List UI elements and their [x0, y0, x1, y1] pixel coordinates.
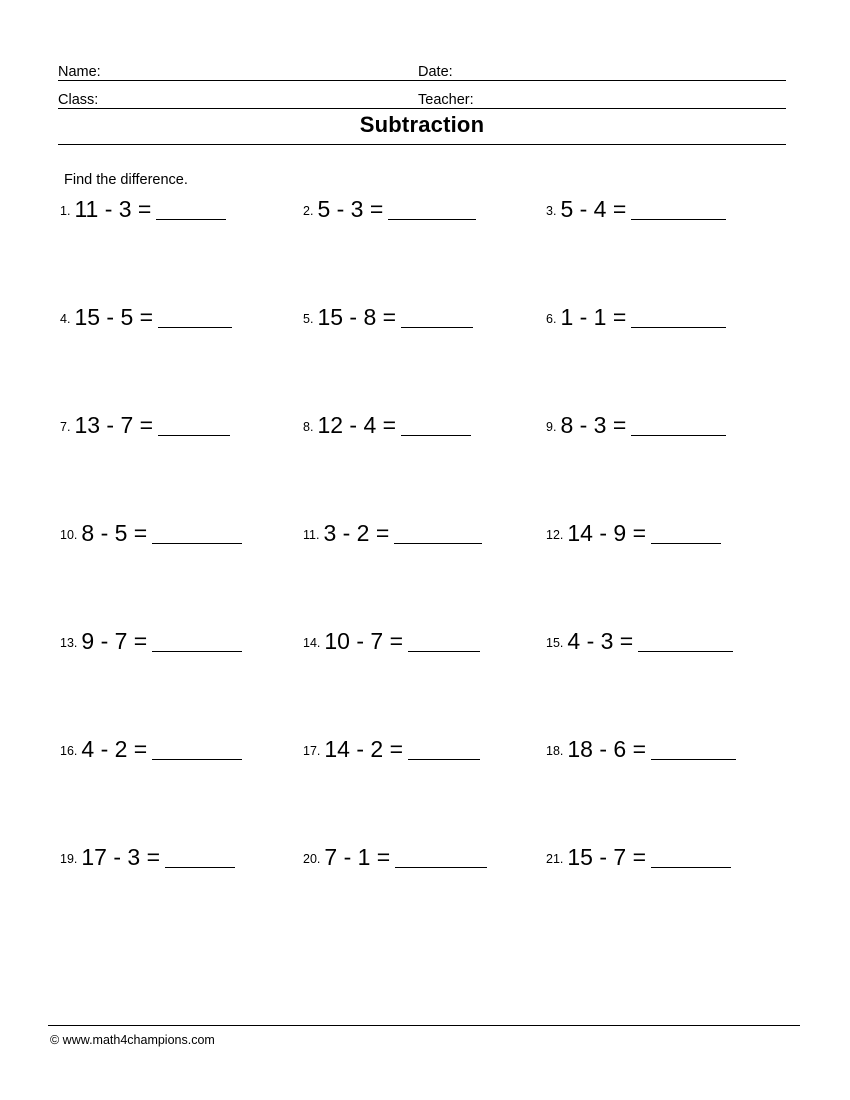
- problem-number: 12.: [546, 528, 564, 542]
- answer-blank[interactable]: [651, 739, 736, 760]
- problem-expression: [81, 628, 242, 654]
- problem-row: [60, 736, 790, 844]
- problem-expression-text: 11 - 3 =: [74, 196, 152, 222]
- answer-blank[interactable]: [408, 739, 480, 760]
- problem-expression-text: 15 - 7 =: [567, 844, 647, 870]
- problem-number: 7.: [60, 420, 71, 434]
- problem-expression-text: 17 - 3 =: [81, 844, 161, 870]
- problem-expression-text: 4 - 2 =: [81, 736, 148, 762]
- problem-cell: [303, 412, 546, 520]
- answer-blank[interactable]: [394, 523, 482, 544]
- problem-number: 5.: [303, 312, 314, 326]
- problem-expression-text: 3 - 2 =: [323, 520, 390, 546]
- problem-cell: [60, 628, 303, 736]
- problem-expression-text: 5 - 3 =: [317, 196, 384, 222]
- problem-expression: [323, 520, 482, 546]
- answer-blank[interactable]: [651, 523, 721, 544]
- problem-expression: [560, 412, 726, 438]
- problem-expression-text: 1 - 1 =: [560, 304, 627, 330]
- student-info-header: [58, 58, 786, 114]
- answer-blank[interactable]: [408, 631, 480, 652]
- problem-expression: [317, 196, 476, 222]
- answer-blank[interactable]: [638, 631, 733, 652]
- class-teacher-row: [58, 86, 786, 109]
- problem-cell: [546, 736, 789, 844]
- problem-number: 19.: [60, 852, 78, 866]
- date-field-group[interactable]: [418, 65, 786, 80]
- problem-cell: [546, 412, 789, 520]
- problem-number: 3.: [546, 204, 557, 218]
- problem-cell: [546, 304, 789, 412]
- problem-row: [60, 412, 790, 520]
- answer-blank[interactable]: [631, 199, 726, 220]
- problem-expression: [567, 844, 731, 870]
- problem-expression-text: 14 - 2 =: [324, 736, 404, 762]
- problem-cell: [546, 628, 789, 736]
- problem-expression: [317, 412, 471, 438]
- problem-expression: [560, 196, 726, 222]
- problem-cell: [60, 304, 303, 412]
- problem-expression: [74, 196, 226, 222]
- answer-blank[interactable]: [152, 739, 242, 760]
- problem-expression-text: 14 - 9 =: [567, 520, 647, 546]
- problem-number: 18.: [546, 744, 564, 758]
- problem-expression-text: 15 - 8 =: [317, 304, 397, 330]
- name-date-row: [58, 58, 786, 81]
- date-label: Date:: [418, 64, 453, 80]
- problem-number: 10.: [60, 528, 78, 542]
- footer-copyright: © www.math4champions.com: [50, 1033, 215, 1047]
- answer-blank[interactable]: [401, 415, 471, 436]
- problem-cell: [303, 628, 546, 736]
- problem-cell: [303, 304, 546, 412]
- problem-expression-text: 5 - 4 =: [560, 196, 627, 222]
- problem-number: 9.: [546, 420, 557, 434]
- problem-number: 11.: [303, 528, 320, 542]
- problem-expression: [81, 844, 235, 870]
- problem-expression: [324, 844, 487, 870]
- problem-expression: [324, 736, 480, 762]
- problem-number: 16.: [60, 744, 78, 758]
- problem-expression: [81, 520, 242, 546]
- name-field-group[interactable]: [58, 65, 418, 80]
- problem-number: 8.: [303, 420, 314, 434]
- problem-row: [60, 844, 790, 952]
- problem-cell: [546, 844, 789, 952]
- answer-blank[interactable]: [152, 631, 242, 652]
- name-label: Name:: [58, 64, 101, 80]
- problem-cell: [303, 736, 546, 844]
- problem-expression-text: 13 - 7 =: [74, 412, 154, 438]
- answer-blank[interactable]: [651, 847, 731, 868]
- page-title: Subtraction: [359, 112, 485, 137]
- teacher-field-group[interactable]: [418, 93, 786, 108]
- problem-row: [60, 520, 790, 628]
- problem-row: [60, 196, 790, 304]
- problem-expression: [81, 736, 242, 762]
- problem-number: 4.: [60, 312, 71, 326]
- problem-expression-text: 18 - 6 =: [567, 736, 647, 762]
- problem-expression: [560, 304, 726, 330]
- problem-cell: [60, 412, 303, 520]
- problem-number: 17.: [303, 744, 321, 758]
- problem-number: 20.: [303, 852, 321, 866]
- problem-cell: [60, 844, 303, 952]
- problem-expression: [74, 304, 232, 330]
- problem-cell: [60, 520, 303, 628]
- problem-expression-text: 8 - 3 =: [560, 412, 627, 438]
- problem-row: [60, 628, 790, 736]
- class-label: Class:: [58, 92, 99, 108]
- problem-number: 2.: [303, 204, 314, 218]
- problem-cell: [303, 196, 546, 304]
- problem-number: 6.: [546, 312, 557, 326]
- answer-blank[interactable]: [388, 199, 476, 220]
- problem-expression-text: 8 - 5 =: [81, 520, 148, 546]
- problem-expression: [567, 736, 736, 762]
- problem-grid: [60, 196, 790, 952]
- problem-expression: [567, 520, 721, 546]
- answer-blank[interactable]: [631, 307, 726, 328]
- answer-blank[interactable]: [158, 307, 232, 328]
- teacher-label: Teacher:: [418, 92, 474, 108]
- problem-expression-text: 9 - 7 =: [81, 628, 148, 654]
- answer-blank[interactable]: [152, 523, 242, 544]
- problem-cell: [546, 196, 789, 304]
- problem-expression-text: 7 - 1 =: [324, 844, 391, 870]
- problem-number: 1.: [60, 204, 71, 218]
- problem-expression-text: 4 - 3 =: [567, 628, 634, 654]
- worksheet-title-section: [58, 112, 786, 145]
- answer-blank[interactable]: [401, 307, 473, 328]
- class-field-group[interactable]: [58, 93, 418, 108]
- problem-expression: [567, 628, 733, 654]
- problem-cell: [303, 844, 546, 952]
- problem-number: 13.: [60, 636, 78, 650]
- problem-expression: [317, 304, 473, 330]
- answer-blank[interactable]: [631, 415, 726, 436]
- problem-cell: [60, 196, 303, 304]
- problem-cell: [303, 520, 546, 628]
- problem-cell: [60, 736, 303, 844]
- problem-number: 21.: [546, 852, 564, 866]
- problem-expression: [324, 628, 480, 654]
- problem-expression-text: 10 - 7 =: [324, 628, 404, 654]
- problem-row: [60, 304, 790, 412]
- problem-expression-text: 15 - 5 =: [74, 304, 154, 330]
- problem-cell: [546, 520, 789, 628]
- problem-expression: [74, 412, 230, 438]
- footer-divider: [48, 1025, 800, 1026]
- instruction-text: Find the difference.: [64, 172, 188, 188]
- problem-number: 15.: [546, 636, 564, 650]
- problem-number: 14.: [303, 636, 321, 650]
- answer-blank[interactable]: [158, 415, 230, 436]
- answer-blank[interactable]: [395, 847, 487, 868]
- problem-expression-text: 12 - 4 =: [317, 412, 397, 438]
- answer-blank[interactable]: [165, 847, 235, 868]
- answer-blank[interactable]: [156, 199, 226, 220]
